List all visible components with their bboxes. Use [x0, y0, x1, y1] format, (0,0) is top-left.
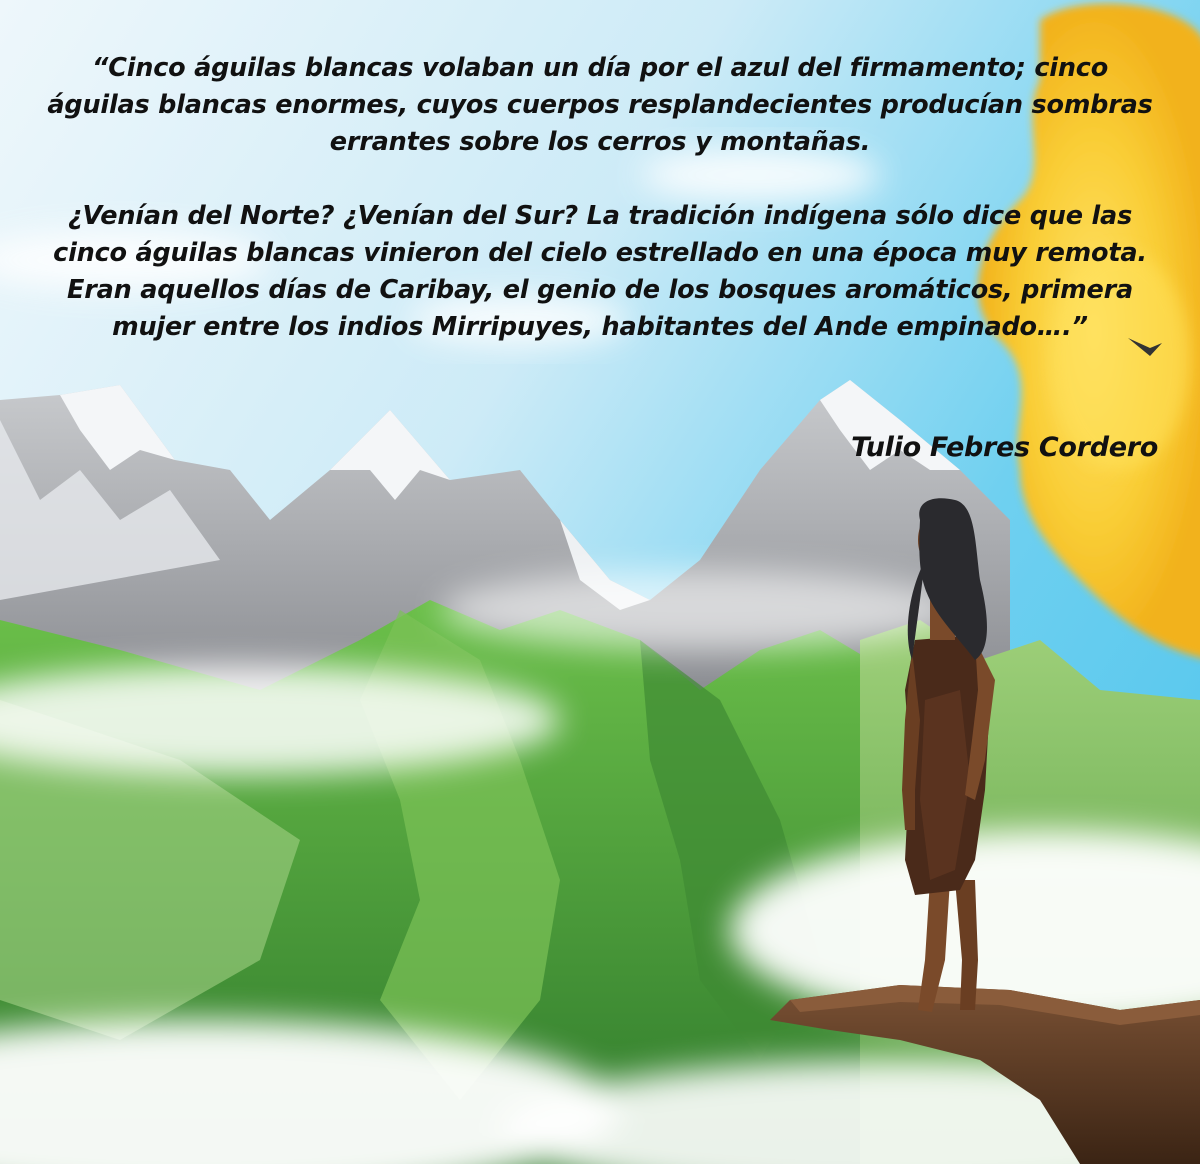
quote-paragraph-1: “Cinco águilas blancas volaban un día por el azul del firmamento; cinco águilas blancas enormes, cuyos cuerpos resplandecientes producían sombras errantes sobre los cerros y montañas. [47, 53, 1153, 157]
quote-paragraph-2: ¿Venían del Norte? ¿Venían del Sur? La tradición indígena sólo dice que las cinco águilas blancas vinieron del cielo estrellado en una época muy remota. Eran aquellos días de Caribay, el genio de los bosques aromáticos, primera mujer entre los indios Mirripuyes, habitantes del Ande empinado….” [53, 201, 1147, 342]
quote-author: Tulio Febres Cordero [851, 432, 1158, 463]
quote-block [40, 50, 1160, 346]
